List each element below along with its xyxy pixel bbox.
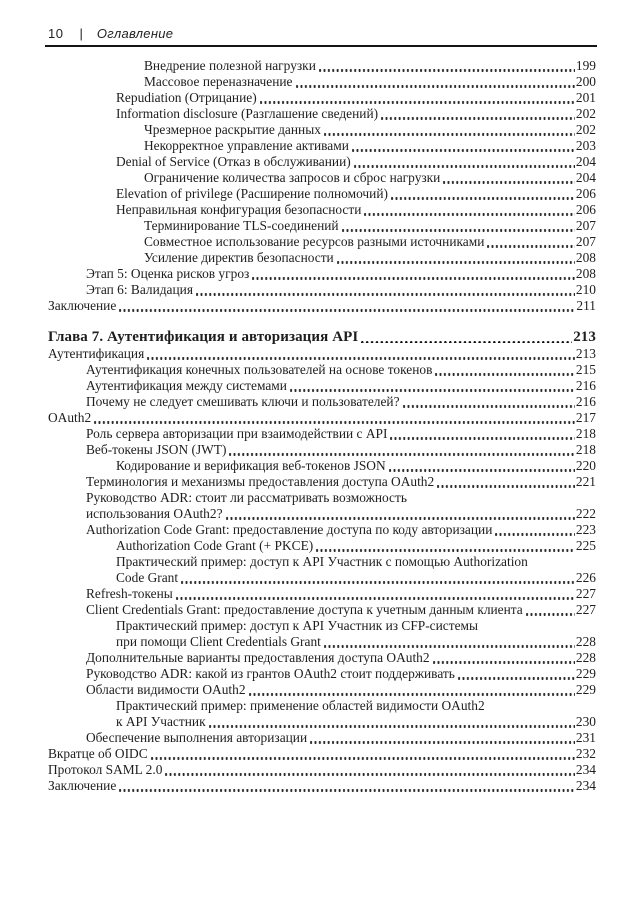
dot-leader (196, 293, 575, 295)
toc-entry-page: 200 (575, 74, 596, 89)
dot-leader (119, 309, 575, 311)
dot-leader (437, 485, 575, 487)
header-separator: | (79, 26, 83, 41)
toc-entry-label: Заключение (48, 298, 117, 313)
toc-entry-page: 222 (575, 506, 596, 521)
toc-entry-label: Этап 5: Оценка рисков угроз (86, 266, 250, 281)
toc-entry (48, 362, 596, 378)
toc-entry (48, 106, 596, 122)
toc-entry-label: Аутентификация (48, 346, 145, 361)
toc-entry-page: 211 (576, 298, 596, 313)
toc-entry-page: 206 (575, 202, 596, 217)
toc-entry-label: использования OAuth2? (86, 506, 223, 521)
dot-leader (337, 261, 575, 263)
dot-leader (226, 517, 575, 519)
toc-entry-label: Массовое переназначение (144, 74, 293, 89)
dot-leader (352, 149, 575, 151)
toc-entry (48, 698, 596, 714)
toc-entry (48, 410, 596, 426)
toc-entry (48, 170, 596, 186)
toc-entry (48, 586, 596, 602)
toc-entry-page: 234 (575, 778, 596, 793)
toc-entry (48, 74, 596, 90)
toc-entry-label: Практический пример: доступ к API Участник с помощью Authorization (116, 554, 528, 569)
toc-entry-label: Терминология и механизмы предоставления доступа OAuth2 (86, 474, 435, 489)
toc-entry (48, 618, 596, 634)
toc-entry (48, 266, 596, 282)
header-rule (45, 45, 597, 47)
toc-entry (48, 746, 596, 762)
toc-entry-page: 215 (575, 362, 596, 377)
toc-entry-label: Неправильная конфигурация безопасности (116, 202, 362, 217)
toc-list (48, 58, 596, 794)
toc-entry-page: 220 (575, 458, 596, 473)
toc-entry (48, 682, 596, 698)
toc-entry-page: 228 (575, 650, 596, 665)
toc-entry-page: 229 (575, 666, 596, 681)
toc-entry (48, 122, 596, 138)
dot-leader (310, 741, 575, 743)
toc-entry (48, 778, 596, 794)
toc-entry (48, 138, 596, 154)
toc-entry-label: Роль сервера авторизации при взаимодействии с API (86, 426, 388, 441)
toc-entry (48, 234, 596, 250)
toc-entry-page: 213 (573, 329, 596, 345)
toc-entry-label: Чрезмерное раскрытие данных (144, 122, 321, 137)
toc-entry (48, 458, 596, 474)
toc-entry-label: Аутентификация конечных пользователей на основе токенов (86, 362, 433, 377)
toc-entry (48, 442, 596, 458)
toc-entry-label: Совместное использование ресурсов разными источниками (144, 234, 485, 249)
dot-leader (316, 549, 575, 551)
toc-entry-label: Information disclosure (Разглашение сведений) (116, 106, 379, 121)
toc-entry (48, 218, 596, 234)
toc-entry (48, 730, 596, 746)
toc-entry-label: Elevation of privilege (Расширение полномочий) (116, 186, 388, 201)
toc-entry-label: Почему не следует смешивать ключи и пользователей? (86, 394, 400, 409)
toc-entry (48, 58, 596, 74)
toc-entry (48, 522, 596, 538)
toc-entry-page: 227 (575, 586, 596, 601)
dot-leader (487, 245, 575, 247)
toc-entry (48, 282, 596, 298)
toc-entry-label: Веб-токены JSON (JWT) (86, 442, 227, 457)
toc-entry-page: 228 (575, 634, 596, 649)
toc-entry-page: 206 (575, 186, 596, 201)
toc-entry-page: 216 (575, 378, 596, 393)
toc-entry-page: 217 (575, 410, 596, 425)
toc-entry-label: Области видимости OAuth2 (86, 682, 246, 697)
toc-entry (48, 328, 596, 346)
toc-entry-label: к API Участник (116, 714, 206, 729)
toc-entry-label: Client Credentials Grant: предоставление доступа к учетным данным клиента (86, 602, 523, 617)
toc-entry-label: Authorization Code Grant (+ PKCE) (116, 538, 314, 553)
dot-leader (389, 469, 575, 471)
toc-entry-label: Authorization Code Grant: предоставление доступа по коду авторизации (86, 522, 493, 537)
dot-leader (176, 597, 575, 599)
dot-leader (324, 645, 575, 647)
toc-entry-page: 231 (575, 730, 596, 745)
toc-entry-label: Заключение (48, 778, 117, 793)
toc-entry-page: 208 (575, 250, 596, 265)
toc-entry-label: Аутентификация между системами (86, 378, 287, 393)
dot-leader (390, 437, 575, 439)
dot-leader (495, 533, 575, 535)
toc-entry (48, 298, 596, 314)
toc-entry-page: 216 (575, 394, 596, 409)
toc-entry-page: 225 (575, 538, 596, 553)
dot-leader (435, 373, 575, 375)
dot-leader (324, 133, 575, 135)
toc-entry-continuation (48, 634, 596, 650)
toc-entry-page: 210 (575, 282, 596, 297)
toc-entry-label: Denial of Service (Отказ в обслуживании) (116, 154, 351, 169)
toc-entry-label: Практический пример: применение областей видимости OAuth2 (116, 698, 485, 713)
dot-leader (229, 453, 574, 455)
dot-leader (151, 757, 575, 759)
dot-leader (147, 357, 575, 359)
toc-entry-label: OAuth2 (48, 410, 92, 425)
toc-entry-continuation (48, 570, 596, 586)
toc-entry (48, 186, 596, 202)
toc-entry-label: Руководство ADR: какой из грантов OAuth2 стоит поддерживать (86, 666, 455, 681)
toc-entry-page: 213 (575, 346, 596, 361)
toc-entry (48, 762, 596, 778)
dot-leader (260, 101, 575, 103)
dot-leader (361, 341, 572, 344)
toc-entry-label: Внедрение полезной нагрузки (144, 58, 316, 73)
toc-entry-label: Refresh-токены (86, 586, 173, 601)
dot-leader (319, 69, 575, 71)
toc-entry-label: Дополнительные варианты предоставления доступа OAuth2 (86, 650, 430, 665)
toc-entry (48, 666, 596, 682)
dot-leader (342, 229, 575, 231)
dot-leader (296, 85, 575, 87)
running-header (48, 26, 173, 41)
toc-entry-page: 226 (575, 570, 596, 585)
toc-entry (48, 490, 596, 506)
dot-leader (458, 677, 575, 679)
toc-entry (48, 538, 596, 554)
toc-entry-continuation (48, 714, 596, 730)
dot-leader (165, 773, 574, 775)
toc-entry-page: 232 (575, 746, 596, 761)
dot-leader (433, 661, 575, 663)
toc-entry-page: 207 (575, 218, 596, 233)
toc-entry-label: Ограничение количества запросов и сброс нагрузки (144, 170, 441, 185)
dot-leader (181, 581, 575, 583)
toc-entry (48, 394, 596, 410)
toc-entry-page: 230 (575, 714, 596, 729)
toc-entry-page: 229 (575, 682, 596, 697)
dot-leader (119, 789, 575, 791)
dot-leader (364, 213, 575, 215)
toc-entry (48, 426, 596, 442)
toc-entry (48, 346, 596, 362)
toc-entry-label: Глава 7. Аутентификация и авторизация API (48, 329, 359, 345)
dot-leader (354, 165, 575, 167)
toc-entry (48, 474, 596, 490)
toc-entry-label: Усиление директив безопасности (144, 250, 334, 265)
toc-entry-continuation (48, 506, 596, 522)
toc-entry (48, 650, 596, 666)
toc-entry-label: Практический пример: доступ к API Участник из CFP-системы (116, 618, 478, 633)
toc-entry-label: Вкратце об OIDC (48, 746, 148, 761)
toc-entry-page: 202 (575, 122, 596, 137)
toc-entry (48, 378, 596, 394)
toc-entry-page: 218 (575, 442, 596, 457)
toc-entry-label: Code Grant (116, 570, 179, 585)
toc-entry-label: Обеспечение выполнения авторизации (86, 730, 308, 745)
toc-entry-page: 234 (575, 762, 596, 777)
toc-entry-page: 204 (575, 170, 596, 185)
toc-entry-label: Руководство ADR: стоит ли рассматривать возможность (86, 490, 407, 505)
toc-entry-page: 207 (575, 234, 596, 249)
toc-entry (48, 250, 596, 266)
header-section-title: Оглавление (96, 26, 174, 41)
toc-entry-label: при помощи Client Credentials Grant (116, 634, 321, 649)
toc-entry (48, 554, 596, 570)
toc-entry-page: 202 (575, 106, 596, 121)
dot-leader (443, 181, 575, 183)
toc-entry-page: 204 (575, 154, 596, 169)
toc-entry (48, 154, 596, 170)
dot-leader (381, 117, 575, 119)
toc-entry-label: Repudiation (Отрицание) (116, 90, 257, 105)
dot-leader (252, 277, 575, 279)
toc-entry-page: 199 (575, 58, 596, 73)
toc-entry-page: 201 (575, 90, 596, 105)
toc-entry-page: 227 (575, 602, 596, 617)
toc-entry (48, 602, 596, 618)
dot-leader (94, 421, 575, 423)
toc-entry-label: Этап 6: Валидация (86, 282, 193, 297)
dot-leader (391, 197, 575, 199)
toc-entry-label: Протокол SAML 2.0 (48, 762, 163, 777)
header-page-number: 10 (48, 26, 64, 41)
dot-leader (290, 389, 575, 391)
toc-entry-page: 203 (575, 138, 596, 153)
toc-entry-label: Кодирование и верификация веб-токенов JSON (116, 458, 386, 473)
dot-leader (209, 725, 575, 727)
toc-entry-label: Некорректное управление активами (144, 138, 349, 153)
dot-leader (249, 693, 575, 695)
toc-entry (48, 90, 596, 106)
toc-entry-page: 218 (575, 426, 596, 441)
dot-leader (526, 613, 575, 615)
dot-leader (403, 405, 575, 407)
toc-entry-page: 208 (575, 266, 596, 281)
toc-entry-page: 223 (575, 522, 596, 537)
toc-entry-label: Терминирование TLS-соединений (144, 218, 339, 233)
toc-entry-page: 221 (575, 474, 596, 489)
toc-entry (48, 202, 596, 218)
